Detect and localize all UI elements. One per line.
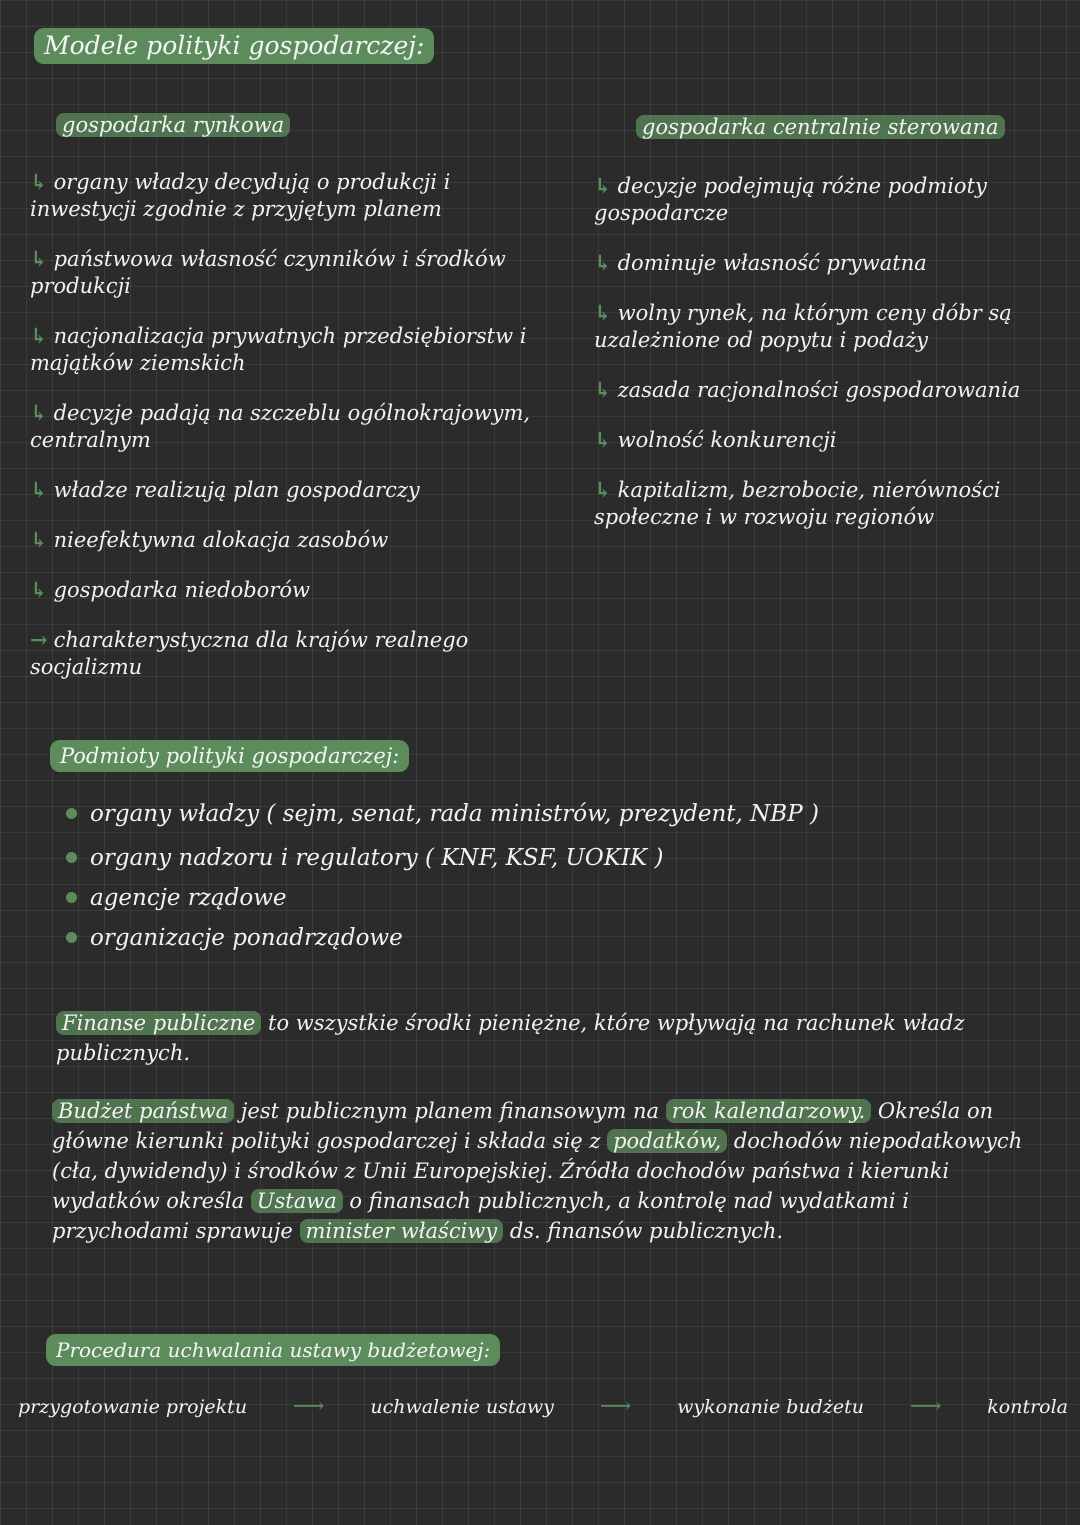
arrow-right-icon: ⟶ bbox=[292, 1394, 325, 1419]
bullet-icon bbox=[66, 852, 77, 863]
rynkowa-heading-text: gospodarka rynkowa bbox=[56, 113, 290, 137]
page-title-text: Modele polityki gospodarczej: bbox=[44, 31, 425, 60]
flow-step: uchwalenie ustawy bbox=[370, 1395, 554, 1418]
bullet-icon bbox=[66, 892, 77, 903]
bullet-icon bbox=[66, 932, 77, 943]
arrow-icon: ↳ bbox=[594, 173, 612, 198]
flow-step: kontrola bbox=[987, 1395, 1068, 1418]
arrow-icon: ↳ bbox=[594, 477, 612, 502]
list-item: organy nadzoru i regulatory ( KNF, KSF, UOKIK ) bbox=[64, 844, 1024, 872]
arrow-icon: ↳ bbox=[594, 427, 612, 452]
arrow-icon: ↳ bbox=[30, 400, 48, 425]
list-item: ↳ wolność konkurencji bbox=[594, 427, 837, 452]
bullet-icon bbox=[66, 808, 77, 819]
flow-step: przygotowanie projektu bbox=[18, 1395, 248, 1418]
rynkowa-list bbox=[30, 168, 540, 703]
arrow-icon: ↳ bbox=[30, 477, 48, 502]
list-item: ↳ decyzje padają na szczeblu ogólnokrajowym, centralnym bbox=[30, 400, 531, 452]
list-item: ↳ zasada racjonalności gospodarowania bbox=[594, 377, 1021, 402]
arrow-icon: ↳ bbox=[594, 250, 612, 275]
arrow-icon: ↳ bbox=[30, 527, 48, 552]
list-item: → charakterystyczna dla krajów realnego socjalizmu bbox=[30, 627, 469, 679]
procedura-flow bbox=[18, 1394, 1068, 1419]
centralna-heading-text: gospodarka centralnie sterowana bbox=[636, 115, 1005, 139]
flow-step: wykonanie budżetu bbox=[677, 1395, 864, 1418]
list-item: organizacje ponadrządowe bbox=[64, 924, 1024, 952]
podmioty-heading: Podmioty polityki gospodarczej: bbox=[50, 740, 409, 772]
arrow-icon: ↳ bbox=[30, 169, 48, 194]
list-item: ↳ wolny rynek, na którym ceny dóbr są uzależnione od popytu i podaży bbox=[594, 300, 1012, 352]
list-item: ↳ nacjonalizacja prywatnych przedsiębiorstw i majątków ziemskich bbox=[30, 323, 527, 375]
list-item: ↳ kapitalizm, bezrobocie, nierówności społeczne i w rozwoju regionów bbox=[594, 477, 1001, 529]
arrow-icon: ↳ bbox=[30, 323, 48, 348]
arrow-right-icon: ⟶ bbox=[909, 1394, 942, 1419]
list-item: organy władzy ( sejm, senat, rada ministrów, prezydent, NBP ) bbox=[64, 800, 1024, 828]
arrow-icon: ↳ bbox=[30, 246, 48, 271]
procedura-heading: Procedura uchwalania ustawy budżetowej: bbox=[46, 1334, 500, 1366]
budzet-paragraph: Budżet państwa jest publicznym planem finansowym na rok kalendarzowy. Określa on główne kierunki polityki gospodarczej i składa się z podatków, dochodów niepodatkowych (cła, dywidendy) i środków z Unii Europejskiej. Źródła dochodów państwa i kierunki wydatków określa Ustawa o finansach publicznych, a kontrolę nad wydatkami i przychodami sprawuje minister właściwy ds. finansów publicznych. bbox=[52, 1099, 1023, 1243]
list-item: ↳ gospodarka niedoborów bbox=[30, 577, 310, 602]
page-title bbox=[34, 28, 434, 64]
centralna-heading bbox=[636, 114, 1005, 141]
finanse-term: Finanse publiczne bbox=[56, 1011, 261, 1035]
arrow-icon: ↳ bbox=[594, 377, 612, 402]
arrow-icon: ↳ bbox=[30, 577, 48, 602]
arrow-icon: → bbox=[30, 627, 48, 652]
list-item: ↳ nieefektywna alokacja zasobów bbox=[30, 527, 389, 552]
finanse-definition: to wszystkie środki pieniężne, które wpływają na rachunek władz publicznych. bbox=[56, 1011, 965, 1065]
rynkowa-heading bbox=[56, 112, 290, 139]
arrow-right-icon: ⟶ bbox=[599, 1394, 632, 1419]
centralna-list bbox=[594, 172, 1054, 553]
list-item: ↳ państwowa własność czynników i środków produkcji bbox=[30, 246, 506, 298]
list-item: ↳ dominuje własność prywatna bbox=[594, 250, 927, 275]
list-item: ↳ decyzje podejmują różne podmioty gospodarcze bbox=[594, 173, 987, 225]
podmioty-list bbox=[64, 800, 1024, 952]
list-item: ↳ władze realizują plan gospodarczy bbox=[30, 477, 420, 502]
finanse-paragraph bbox=[56, 1008, 1016, 1068]
budzet-term: Budżet państwa bbox=[52, 1099, 234, 1123]
arrow-icon: ↳ bbox=[594, 300, 612, 325]
list-item: agencje rządowe bbox=[64, 884, 1024, 912]
list-item: ↳ organy władzy decydują o produkcji i inwestycji zgodnie z przyjętym planem bbox=[30, 169, 451, 221]
